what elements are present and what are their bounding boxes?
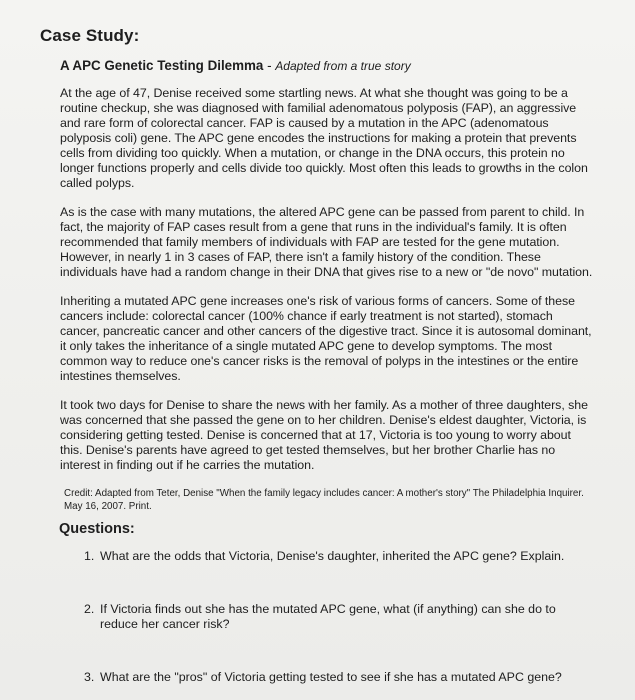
- case-title-line: [60, 58, 593, 73]
- question-text: If Victoria finds out she has the mutated APC gene, what (if anything) can she do to reduce her cancer risk?: [100, 602, 556, 631]
- case-study-content: [40, 58, 597, 685]
- question-number: 2.: [84, 602, 95, 616]
- question-item: [84, 549, 593, 564]
- paragraph-3: Inheriting a mutated APC gene increases one's risk of various forms of cancers. Some of these cancers include: colorectal cancer (100% chance if early treatment is not started), stomach cancer, pancreatic cancer and other cancers of the digestive tract. Since it is autosomal dominant, it only takes the inheritance of a single mutated APC gene to develop symptoms. The most common way to reduce one's cancer risks is the removal of polyps in the intestines or the entire intestines themselves.: [60, 294, 592, 383]
- question-item: [84, 670, 593, 685]
- question-text: What are the odds that Victoria, Denise's daughter, inherited the APC gene? Explain.: [100, 549, 565, 563]
- question-text: What are the "pros" of Victoria getting tested to see if she has a mutated APC gene?: [100, 670, 562, 684]
- paragraph-1: At the age of 47, Denise received some startling news. At what she thought was going to be a routine checkup, she was diagnosed with familial adenomatous polyposis (FAP), an aggressive and rare form of colorectal cancer. FAP is caused by a mutation in the APC (adenomatous polyposis coli) gene. The APC gene encodes the instructions for making a protein that prevents cells from dividing too quickly. When a mutation, or change in the DNA occurs, this protein no longer functions properly and cells divide too quickly. Most often this leads to growths in the colon called polyps.: [60, 86, 588, 190]
- question-item: [84, 602, 593, 632]
- case-title: A APC Genetic Testing Dilemma: [60, 58, 264, 73]
- paragraph-2: As is the case with many mutations, the altered APC gene can be passed from parent to child. In fact, the majority of FAP cases result from a gene that runs in the individual's family. It is often recommended that family members of individuals with FAP are tested for the gene mutation. However, in nearly 1 in 3 cases of FAP, there isn't a family history of the condition. These individuals have had a random change in their DNA that gives rise to a new or "de novo" mutation.: [60, 205, 593, 279]
- case-study-heading: Case Study:: [40, 26, 140, 45]
- question-number: 3.: [84, 670, 95, 684]
- source-credit: Credit: Adapted from Teter, Denise "When the family legacy includes cancer: A mother's story" The Philadelphia Inquirer. May 16, 2007. Print.: [64, 488, 584, 512]
- question-number: 1.: [84, 549, 95, 563]
- questions-heading: Questions:: [59, 521, 135, 537]
- title-separator: -: [263, 58, 276, 73]
- case-subtitle: Adapted from a true story: [275, 59, 411, 73]
- paragraph-4: It took two days for Denise to share the news with her family. As a mother of three daughters, she was concerned that she passed the gene on to her children. Denise's eldest daughter, Victoria, is considering getting tested. Denise is concerned that at 17, Victoria is too young to worry about this. Denise's parents have agreed to get tested themselves, but her brother Charlie has no interest in finding out if he carries the mutation.: [60, 398, 588, 472]
